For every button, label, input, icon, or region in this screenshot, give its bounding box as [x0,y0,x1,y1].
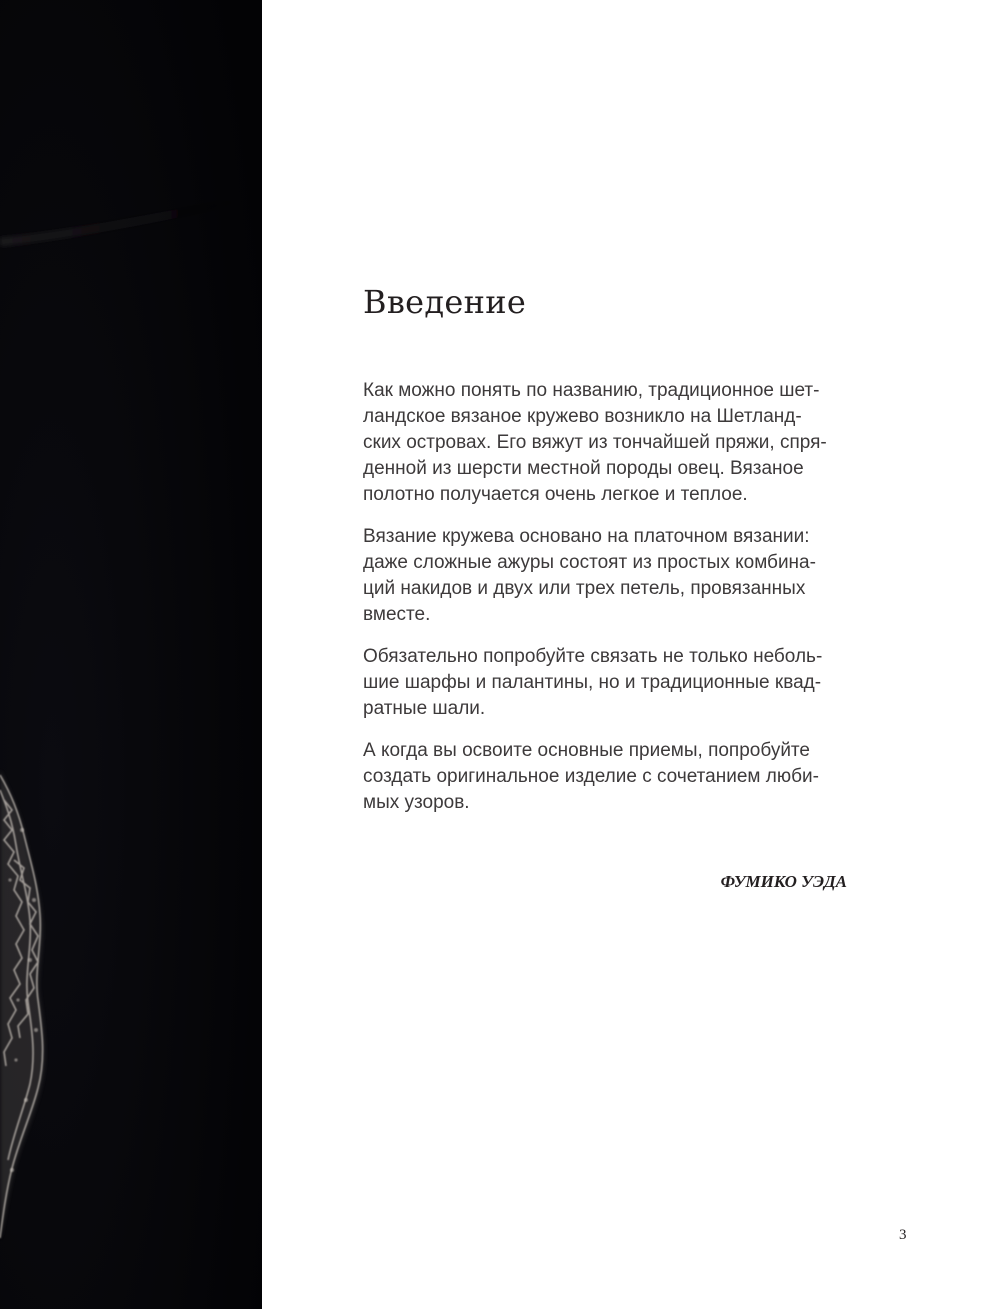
author-signature: ФУМИКО УЭДА [720,872,847,891]
lace-photo-panel [0,0,262,1309]
text-line: Обязательно попробуйте связать не только неболь- [363,646,823,667]
text-line: создать оригинальное изделие с сочетанием люби- [363,766,819,787]
paragraph [363,644,863,722]
paragraph [363,378,863,508]
page-title: Введение [363,283,527,321]
paragraph [363,524,863,628]
text-line: мых узоров. [363,792,470,813]
text-line: вместе. [363,604,431,625]
text-line: денной из шерсти местной породы овец. Вязаное [363,458,804,479]
paragraph [363,738,863,816]
text-line: Вязание кружева основано на платочном вязании: [363,526,810,547]
text-line: ских островах. Его вяжут из тончайшей пряжи, спря- [363,432,827,453]
text-line: А когда вы освоите основные приемы, попробуйте [363,740,810,761]
text-line: ратные шали. [363,698,486,719]
page-number: 3 [899,1227,907,1243]
text-line: Как можно понять по названию, традиционное шет- [363,380,820,401]
text-line: ландское вязаное кружево возникло на Шетланд- [363,406,802,427]
text-line: полотно получается очень легкое и теплое. [363,484,748,505]
intro-body [363,378,863,832]
text-line: шие шарфы и палантины, но и традиционные квад- [363,672,822,693]
text-line: ций накидов и двух или трех петель, провязанных [363,578,806,599]
lace-photo-image [0,0,262,1309]
text-line: даже сложные ажуры состоят из простых комбина- [363,552,816,573]
